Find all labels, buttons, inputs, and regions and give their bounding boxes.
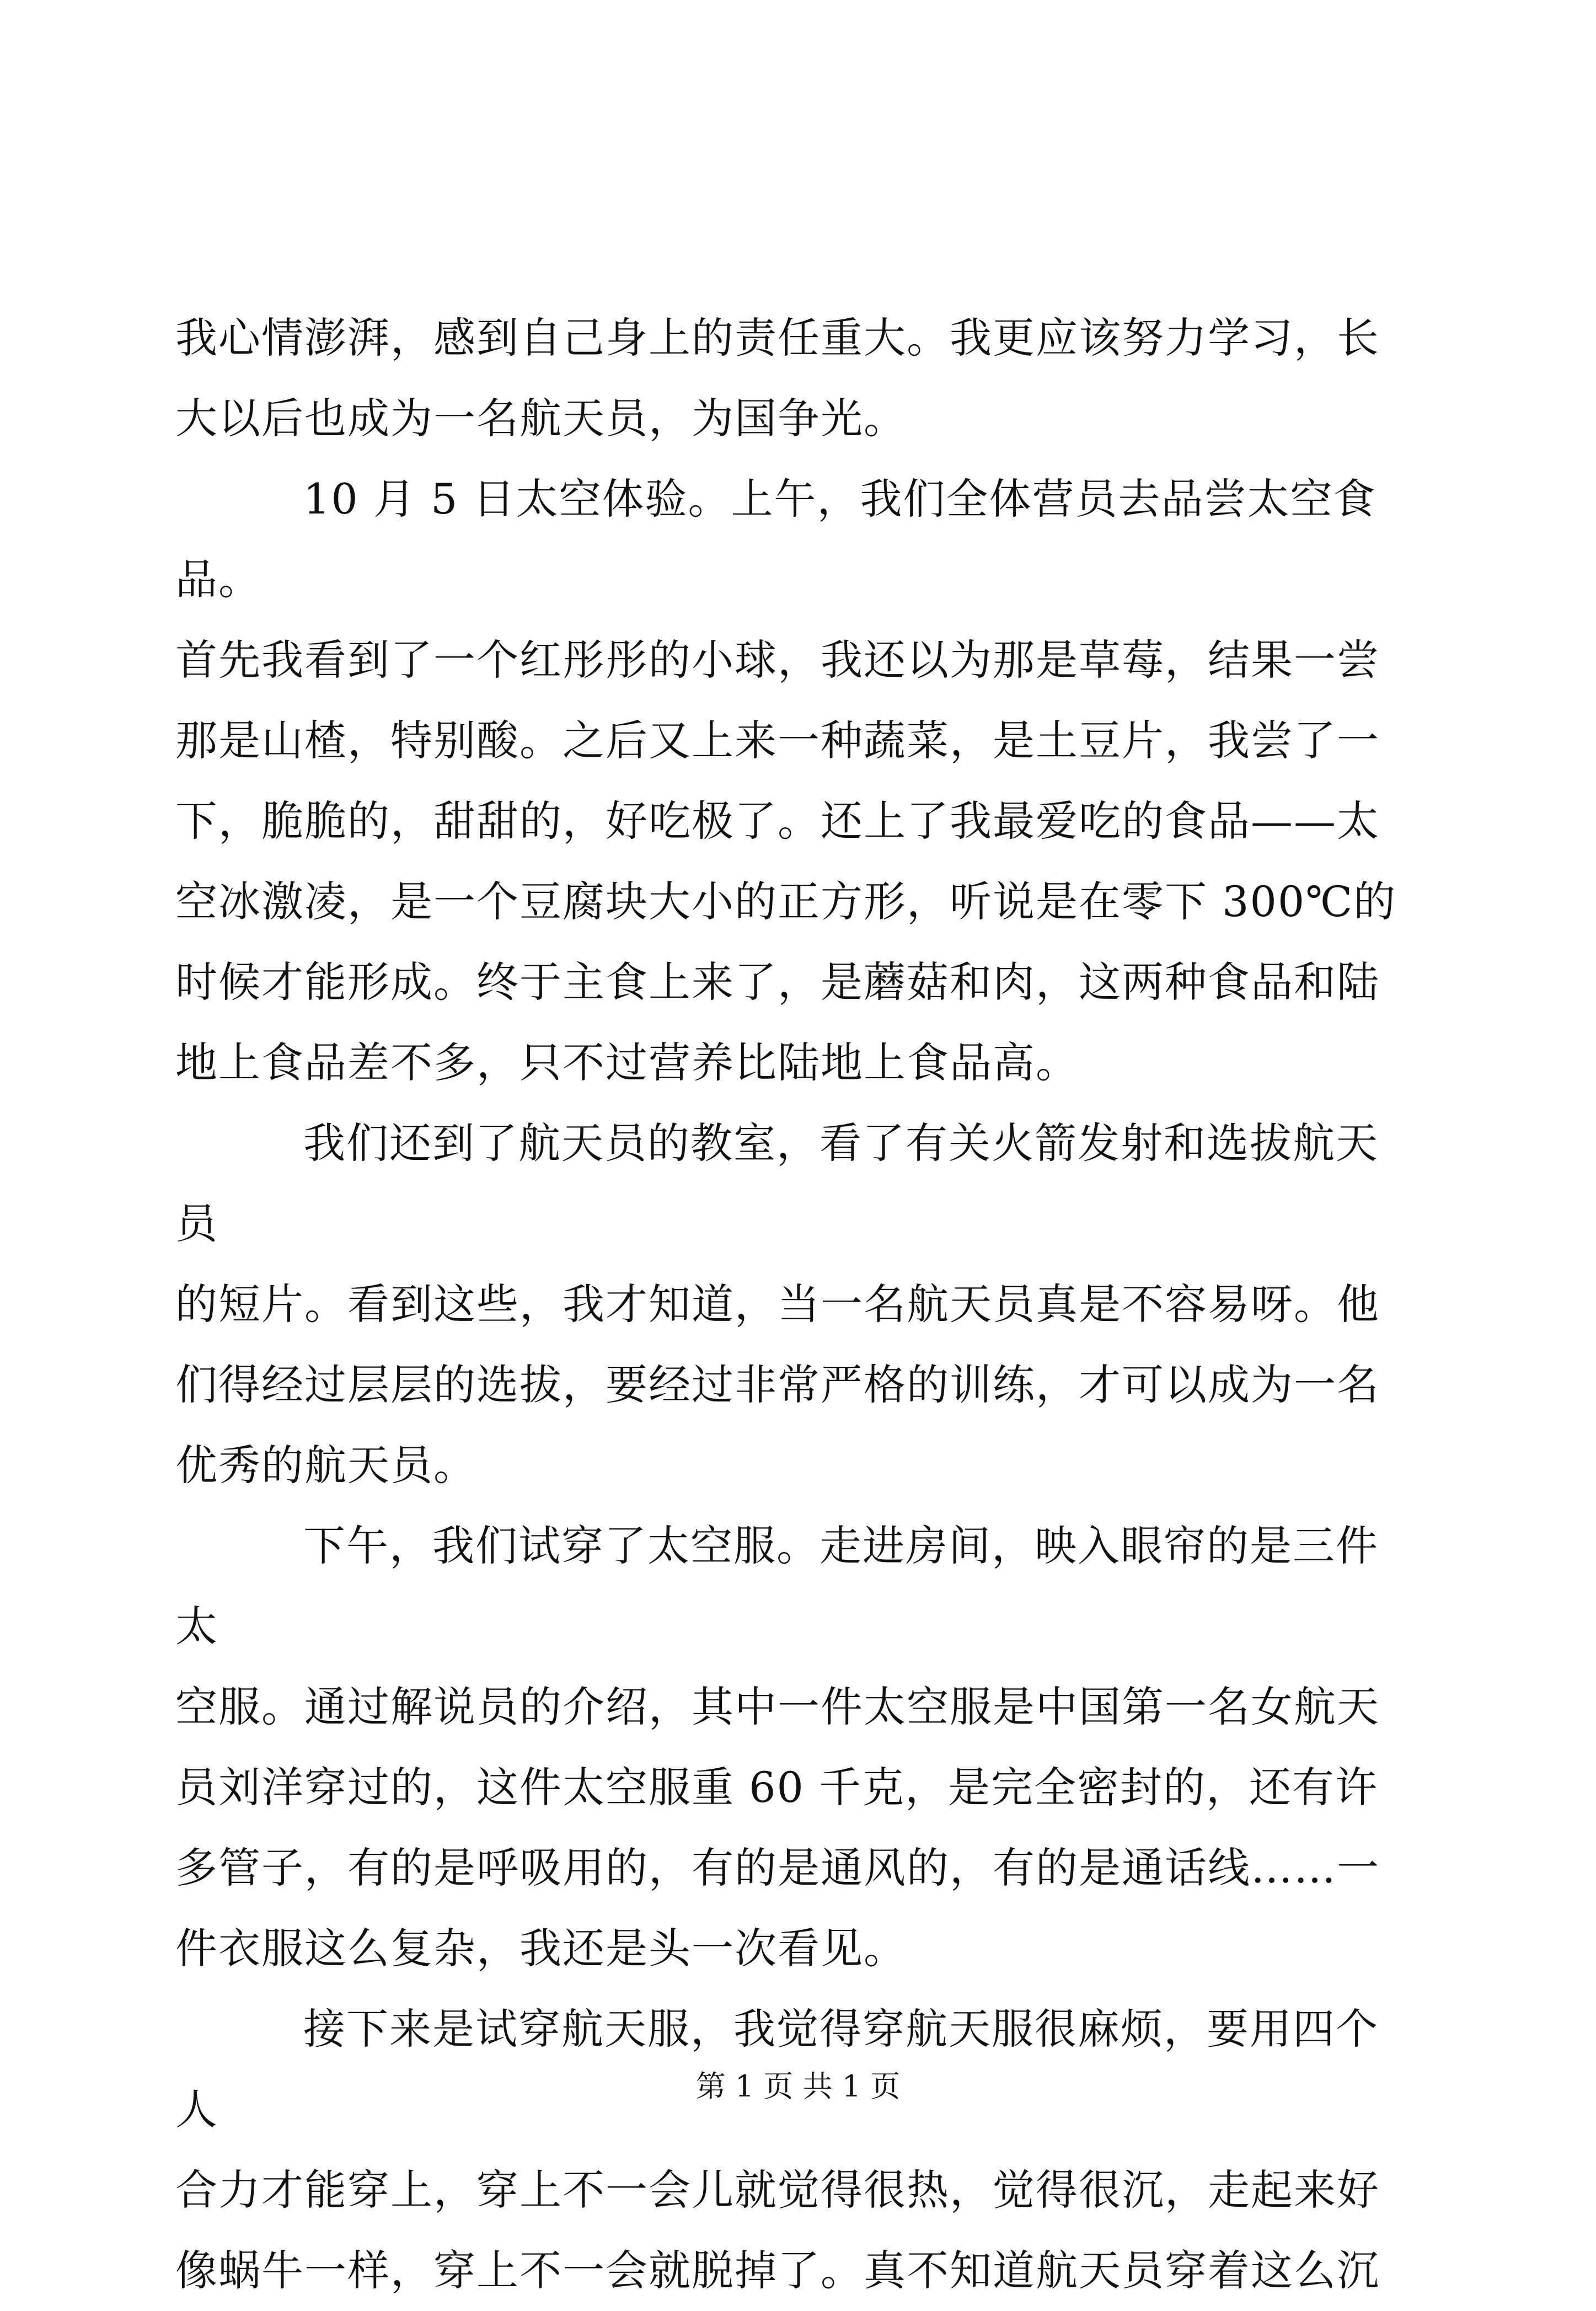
- text-line: 们得经过层层的选拔，要经过非常严格的训练，才可以成为一名: [175, 1360, 1380, 1409]
- text-line: 的短片。看到这些，我才知道，当一名航天员真是不容易呀。他: [175, 1280, 1380, 1329]
- paragraph-3: [175, 1103, 1411, 1506]
- text-line: 我们还到了航天员的教室，看了有关火箭发射和选拔航天员: [175, 1119, 1379, 1248]
- text-line: 时候才能形成。终于主食上来了，是蘑菇和肉，这两种食品和陆: [175, 957, 1380, 1007]
- text-line: 下，脆脆的，甜甜的，好吃极了。还上了我最爱吃的食品——太: [175, 796, 1380, 846]
- text-line: 我心情澎湃，感到自己身上的责任重大。我更应该努力学习，长: [175, 313, 1380, 362]
- page-footer: 第 1 页 共 1 页: [695, 2069, 901, 2104]
- text-line: 空冰激凌，是一个豆腐块大小的正方形，听说是在零下 300℃的: [175, 877, 1397, 926]
- paragraph-4: [175, 1506, 1411, 1989]
- text-line: 首先我看到了一个红彤彤的小球，我还以为那是草莓，结果一尝: [175, 635, 1380, 684]
- text-line: 员刘洋穿过的，这件太空服重 60 千克，是完全密封的，还有许: [175, 1763, 1379, 1812]
- text-line: 地上食品差不多，只不过营养比陆地上食品高。: [175, 1038, 1079, 1087]
- text-line: 优秀的航天员。: [175, 1441, 476, 1490]
- text-line: 10 月 5 日太空体验。上午，我们全体营员去品尝太空食品。: [175, 474, 1377, 604]
- text-line: 件衣服这么复杂，我还是头一次看见。: [175, 1924, 907, 1973]
- text-line: 大以后也成为一名航天员，为国争光。: [175, 394, 907, 443]
- text-line: 像蜗牛一样，穿上不一会就脱掉了。真不知道航天员穿着这么沉: [175, 2246, 1380, 2295]
- text-line: 那是山楂，特别酸。之后又上来一种蔬菜，是土豆片，我尝了一: [175, 716, 1380, 765]
- paragraph-1: [175, 298, 1411, 459]
- text-line: 多管子，有的是呼吸用的，有的是通风的，有的是通话线……一: [175, 1843, 1380, 1892]
- document-body: [175, 298, 1411, 2311]
- paragraph-2: [175, 459, 1411, 1103]
- text-line: 空服。通过解说员的介绍，其中一件太空服是中国第一名女航天: [175, 1682, 1380, 1731]
- text-line: 下午，我们试穿了太空服。走进房间，映入眼帘的是三件太: [175, 1521, 1379, 1651]
- text-line: 合力才能穿上，穿上不一会儿就觉得很热，觉得很沉，走起来好: [175, 2165, 1380, 2214]
- paragraph-5: [175, 1989, 1411, 2311]
- text-line: 接下来是试穿航天服，我觉得穿航天服很麻烦，要用四个人: [175, 2004, 1379, 2134]
